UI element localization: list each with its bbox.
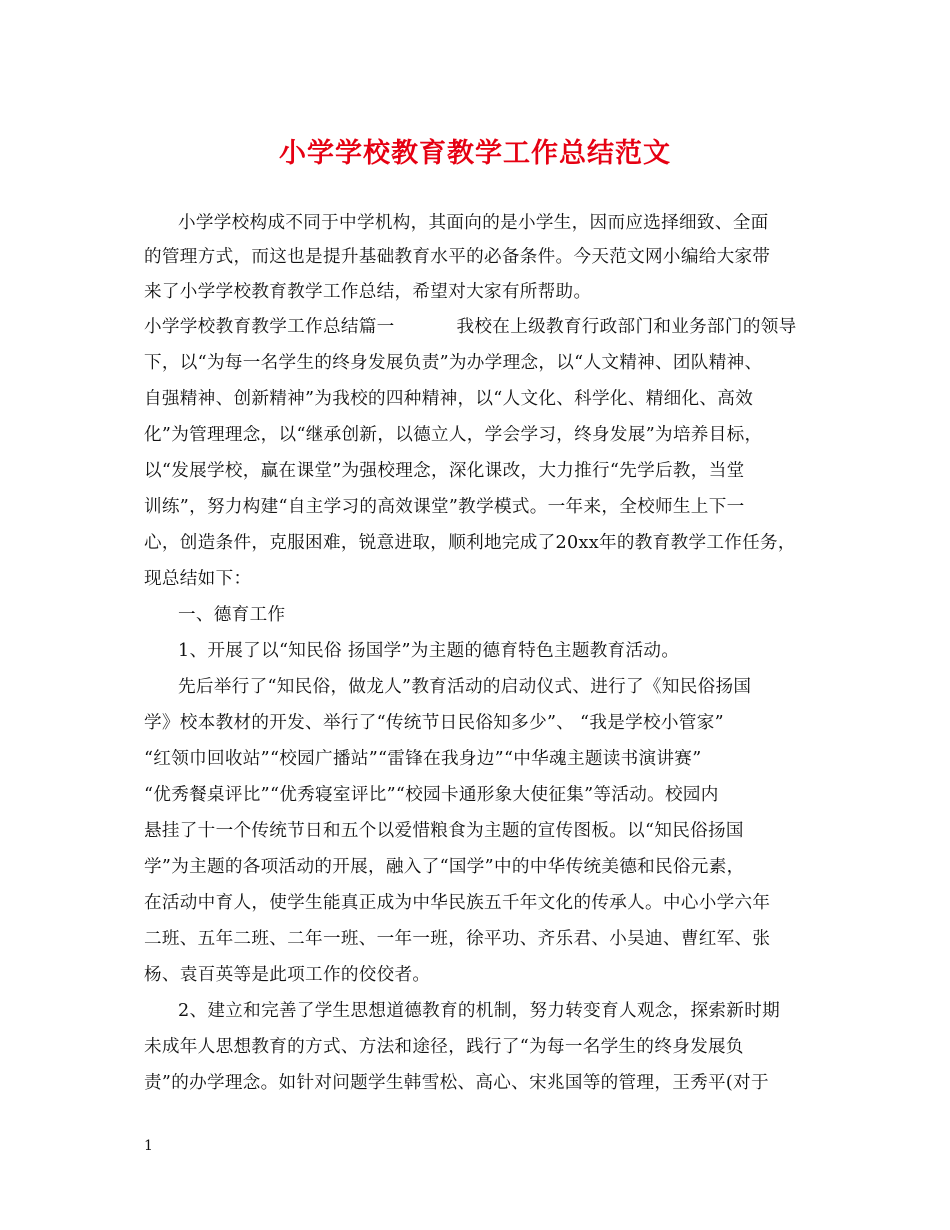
paragraph-line: 现总结如下： [144,569,252,589]
paragraph-line: 责”的办学理念。如针对问题学生韩雪松、高心、宋兆国等的管理，王秀平(对于 [144,1073,769,1093]
paragraph-line: 悬挂了十一个传统节日和五个以爱惜粮食为主题的宣传图板。以“知民俗扬国 [144,821,744,841]
document-title: 小学学校教育教学工作总结范文 [279,138,671,169]
paragraph-line: 心，创造条件，克服困难，锐意进取，顺利地完成了20xx年的教育教学工作任务， [144,533,796,553]
paragraph-line: 来了小学学校教育教学工作总结，希望对大家有所帮助。 [144,282,592,302]
paragraph-line: 二班、五年二班、二年一班、一年一班，徐平功、齐乐君、小吴迪、曹红军、张 [144,929,771,949]
paragraph-line: 杨、袁百英等是此项工作的佼佼者。 [144,965,431,985]
paragraph-line: 自强精神、创新精神”为我校的四种精神，以“人文化、科学化、精细化、高效 [144,389,754,409]
paragraph-line: 先后举行了“知民俗，做龙人”教育活动的启动仪式、进行了《知民俗扬国 [178,677,752,697]
paragraph-line: 下，以“为每一名学生的终身发展负责”为办学理念，以“人文精神、团队精神、 [144,353,763,373]
paragraph-line: “红领巾回收站”“校园广播站”“雷锋在我身边”“中华魂主题读书演讲赛” [144,749,702,769]
paragraph-line: 化”为管理理念，以“继承创新，以德立人，学会学习，终身发展”为培养目标， [144,425,763,445]
paragraph-line: 小学学校构成不同于中学机构，其面向的是小学生，因而应选择细致、全面 [178,213,769,233]
paragraph-line: 学”为主题的各项活动的开展，融入了“国学”中的中华传统美德和民俗元素， [144,857,745,877]
paragraph-line: 2、建立和完善了学生思想道德教育的机制，努力转变育人观念，探索新时期 [178,1001,780,1021]
subheading-line: 一、德育工作 [178,605,286,625]
paragraph-line: 在活动中育人，使学生能真正成为中华民族五千年文化的传承人。中心小学六年 [144,893,771,913]
page-number: 1 [144,1138,153,1154]
paragraph-line: 以“发展学校，赢在课堂”为强校理念，深化课改，大力推行“先学后教，当堂 [144,461,745,481]
section-heading: 小学学校教育教学工作总结篇一 [144,317,395,337]
paragraph-line: 1、开展了以“知民俗 扬国学”为主题的德育特色主题教育活动。 [178,641,680,661]
paragraph-line: 学》校本教材的开发、举行了“传统节日民俗知多少”、 “我是学校小管家” [144,713,724,733]
paragraph-line: “优秀餐桌评比”“优秀寝室评比”“校园卡通形象大使征集”等活动。校园内 [144,785,719,805]
paragraph-text: 我校在上级教育行政部门和业务部门的领导 [456,317,797,337]
paragraph-line: 未成年人思想教育的方式、方法和途径，践行了“为每一名学生的终身发展负 [144,1037,744,1057]
paragraph-line: 的管理方式，而这也是提升基础教育水平的必备条件。今天范文网小编给大家带 [144,247,771,267]
paragraph-line: 训练”，努力构建“自主学习的高效课堂”教学模式。一年来，全校师生上下一 [144,497,745,517]
section-heading-line [144,315,797,339]
